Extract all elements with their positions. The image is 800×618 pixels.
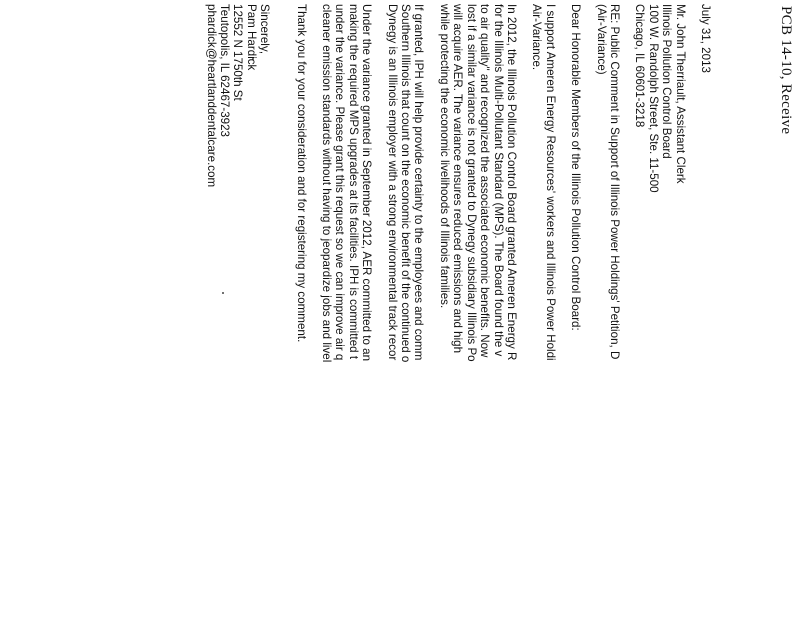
- signer-email: phardick@heartlanddentalcare.com: [204, 4, 218, 188]
- subject-text: (Air-Variance): [594, 4, 608, 75]
- paragraph-line: Under the variance granted in September 2012, AER committed to an: [360, 4, 374, 362]
- paragraph-line: for the Illinois Multi-Pollutant Standard (MPS). The Board found the v: [491, 4, 505, 357]
- paragraph-commitment: [320, 4, 374, 604]
- thank-you-line: Thank you for your consideration and for registering my comment.: [294, 4, 308, 343]
- paragraph-history: [438, 4, 518, 604]
- addressee-line: 100 W. Randolph Street, Ste. 11-500: [646, 4, 660, 193]
- paragraph-line: Dynegy is an Illinois employer with a strong environmental track recor: [385, 4, 399, 361]
- paragraph-line: If granted, IPH will help provide certainty to the employees and comm: [412, 4, 426, 361]
- addressee-line: Mr. John Therriault, Assistant Clerk: [673, 4, 687, 184]
- paragraph-line: to air quality" and recognized the associated economic benefits. Now: [478, 4, 492, 358]
- signer-street: 12552 N 1750th St: [231, 4, 245, 101]
- letter-date: July 31, 2013: [699, 4, 712, 73]
- letter-body: [204, 4, 712, 604]
- closing: Sincerely,: [258, 4, 272, 55]
- signer-city: Teutopolis, IL 62467-3923: [218, 4, 232, 137]
- addressee-line: Illinois Pollution Control Board: [660, 4, 674, 159]
- signer-name: Pam Hardick: [244, 4, 258, 71]
- paragraph-line: while protecting the economic livelihoods of Illinois families.: [437, 4, 451, 309]
- paragraph-line: Southern Illinois that count on the economic benefit of the continued o: [399, 4, 413, 363]
- addressee-block: [633, 4, 687, 604]
- addressee-line: Chicago, IL 60601-3218: [633, 4, 647, 128]
- rotated-letter: [20, 4, 800, 614]
- paragraph-line: lost if a similar variance is not granted to Dynegy subsidiary Illinois Po: [464, 4, 478, 362]
- paragraph-line: under the variance. Please grant this request so we can improve air q: [333, 4, 347, 361]
- paragraph-line: I support Ameren Energy Resources' workers and Illinois Power Holdi: [543, 4, 557, 361]
- paragraph-certainty: [385, 4, 425, 604]
- paragraph-support: [530, 4, 557, 604]
- salutation: Dear Honorable Members of the Illinois Pollution Control Board:: [569, 4, 583, 331]
- paragraph-line: cleaner emission standards without having to jeopardize jobs and livel: [320, 4, 334, 363]
- receipt-stamp: PCB 14-10, Receive: [778, 6, 794, 135]
- paragraph-line: Air-Variance.: [530, 4, 544, 71]
- subject-text: RE: Public Comment in Support of Illinois Power Holdings' Petition, D: [607, 4, 621, 360]
- subject-line: [594, 4, 621, 604]
- paragraph-line: making the required MPS upgrades at its facilities. IPH is committed t: [346, 4, 360, 360]
- signature-block: [204, 4, 271, 604]
- paragraph-line: will acquire AER. The variance ensures reduced emissions and high: [451, 4, 465, 354]
- paragraph-line: In 2012, the Illinois Pollution Control Board granted Ameren Energy R: [504, 4, 518, 361]
